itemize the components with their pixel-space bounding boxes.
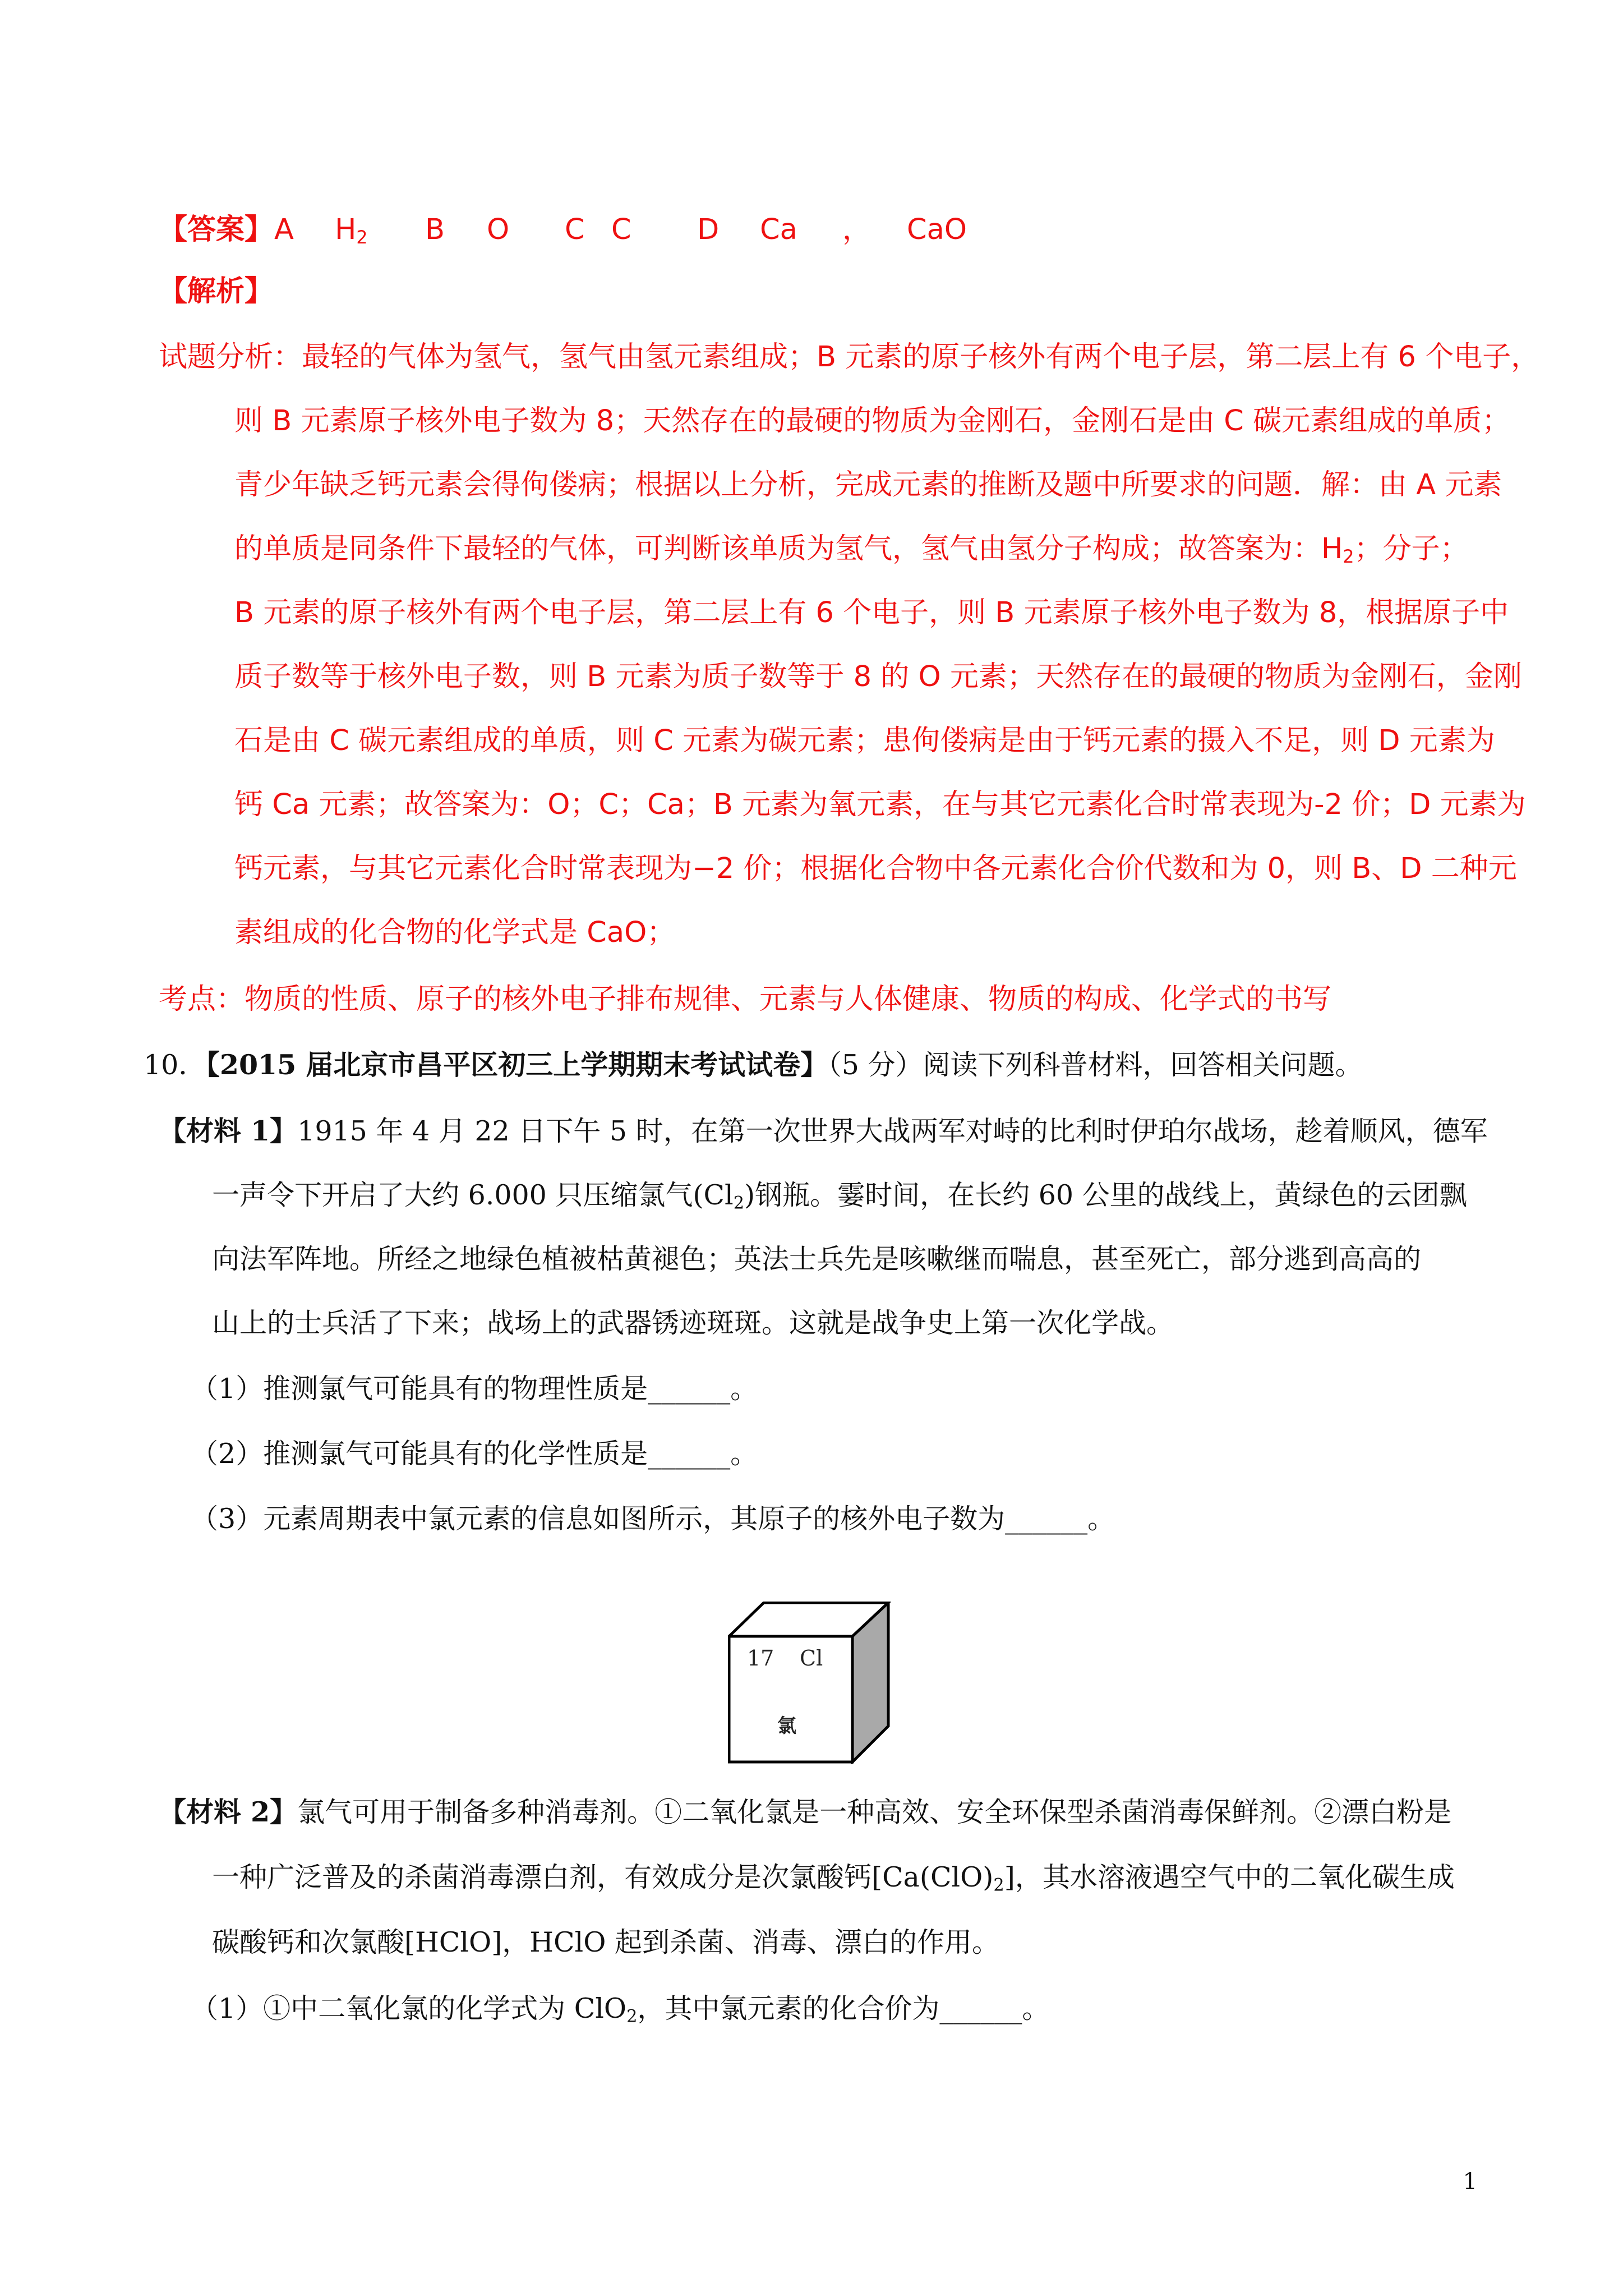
analysis-kaodian: 考点：物质的性质、原子的核外电子排布规律、元素与人体健康、物质的构成、化学式的书写 xyxy=(159,983,1332,1016)
element-atomic-number: 17 xyxy=(747,1646,774,1671)
subquestion-3: （3）元素周期表中氯元素的信息如图所示，其原子的核外电子数为______。 xyxy=(191,1503,1115,1535)
analysis-line-1: 试题分析：最轻的气体为氢气，氢气由氢元素组成；B 元素的原子核外有两个电子层，第二层上有 6 个电子， xyxy=(159,341,1540,374)
answer-c-letter: C xyxy=(565,213,585,246)
answer-d-value: Ca xyxy=(760,213,797,246)
analysis-line-9: 钙元素，与其它元素化合时常表现为−2 价；根据化合物中各元素化合价代数和为 0，则 B、D 二种元 xyxy=(234,852,1517,885)
material2-line-2: 一种广泛普及的杀菌消毒漂白剂，有效成分是次氯酸钙$[Ca(ClO)_2]$，其水溶液遇空气中的二氧化碳生成 xyxy=(212,1861,1455,1895)
question-intro: （5 分）阅读下列科普材料，回答相关问题。 xyxy=(828,1049,1363,1081)
answer-d-letter: D xyxy=(697,213,720,246)
element-cube-graphic xyxy=(728,1602,891,1764)
element-name: 氯 xyxy=(777,1715,796,1737)
answer-a-letter: A xyxy=(274,213,294,246)
analysis-line-5: B 元素的原子核外有两个电子层，第二层上有 6 个电子，则 B 元素原子核外电子数为 8，根据原子中 xyxy=(234,596,1509,629)
answer-c-value: C xyxy=(611,213,631,246)
chlorine-element-cube xyxy=(728,1602,891,1764)
material1-line-3: 向法军阵地。所经之地绿色植被枯黄褪色；英法士兵先是咳嗽继而喘息，甚至死亡，部分逃到高高的 xyxy=(212,1243,1422,1275)
material2-line-3: 碳酸钙和次氯酸[HClO]，HClO 起到杀菌、消毒、漂白的作用。 xyxy=(212,1926,999,1958)
page-number: 1 xyxy=(1463,2169,1477,2194)
analysis-line-8: 钙 Ca 元素；故答案为：O；C；Ca；B 元素为氧元素，在与其它元素化合时常表现为-2 价；D 元素为 xyxy=(234,788,1526,821)
analysis-line-7: 石是由 C 碳元素组成的单质，则 C 元素为碳元素；患佝偻病是由于钙元素的摄入不足，则 D 元素为 xyxy=(234,724,1495,757)
answer-label: 【答案】 xyxy=(159,213,274,246)
question-source: 【2015 届北京市昌平区初三上学期期末考试试卷】 xyxy=(206,1048,828,1081)
subquestion-2: （2）推测氯气可能具有的化学性质是______。 xyxy=(191,1438,758,1470)
answer-d-compound: CaO xyxy=(907,213,967,246)
question-number: 10． xyxy=(144,1049,206,1081)
analysis-line-4: 的单质是同条件下最轻的气体，可判断该单质为氢气，氢气由氢分子构成；故答案为：$H_2$；分子； xyxy=(234,532,1469,567)
analysis-line-6: 质子数等于核外电子数，则 B 元素为质子数等于 8 的 O 元素；天然存在的最硬的物质为金刚石，金刚 xyxy=(234,660,1522,693)
answer-b-value: O xyxy=(487,213,510,246)
analysis-label: 【解析】 xyxy=(159,275,274,308)
material2-line-1: 【材料 2】氯气可用于制备多种消毒剂。①二氧化氯是一种高效、安全环保型杀菌消毒保鲜剂。②漂白粉是 xyxy=(159,1796,1452,1828)
material2-subquestion-1: （1）①中二氧化氯的化学式为 ClO$_2$，其中氯元素的化合价为______。 xyxy=(191,1993,1050,2027)
analysis-line-10: 素组成的化合物的化学式是 CaO； xyxy=(234,916,676,949)
question-header xyxy=(144,1048,1363,1081)
answer-a-formula: $H_2$ xyxy=(335,213,368,248)
material1-line-1: 【材料 1】1915 年 4 月 22 日下午 5 时，在第一次世界大战两军对峙的比利时伊珀尔战场，趁着顺风，德军 xyxy=(159,1115,1488,1147)
material1-line-4: 山上的士兵活了下来；战场上的武器锈迹斑斑。这就是战争史上第一次化学战。 xyxy=(212,1307,1174,1339)
material1-label: 【材料 1】 xyxy=(159,1115,298,1147)
material2-label: 【材料 2】 xyxy=(159,1796,298,1828)
material1-line-2: 一声令下开启了大约 6.000 只压缩氯气$(Cl_2)$钢瓶。霎时间，在长约 60 公里的战线上，黄绿色的云团飘 xyxy=(212,1179,1467,1213)
analysis-line-3: 青少年缺乏钙元素会得佝偻病；根据以上分析，完成元素的推断及题中所要求的问题．解：由 A 元素 xyxy=(234,468,1502,501)
answer-b-letter: B xyxy=(425,213,445,246)
subquestion-1: （1）推测氯气可能具有的物理性质是______。 xyxy=(191,1373,758,1405)
analysis-line-2: 则 B 元素原子核外电子数为 8；天然存在的最硬的物质为金刚石，金刚石是由 C 碳元素组成的单质； xyxy=(234,404,1511,438)
element-symbol: Cl xyxy=(800,1646,823,1671)
answer-comma: ， xyxy=(842,213,872,246)
